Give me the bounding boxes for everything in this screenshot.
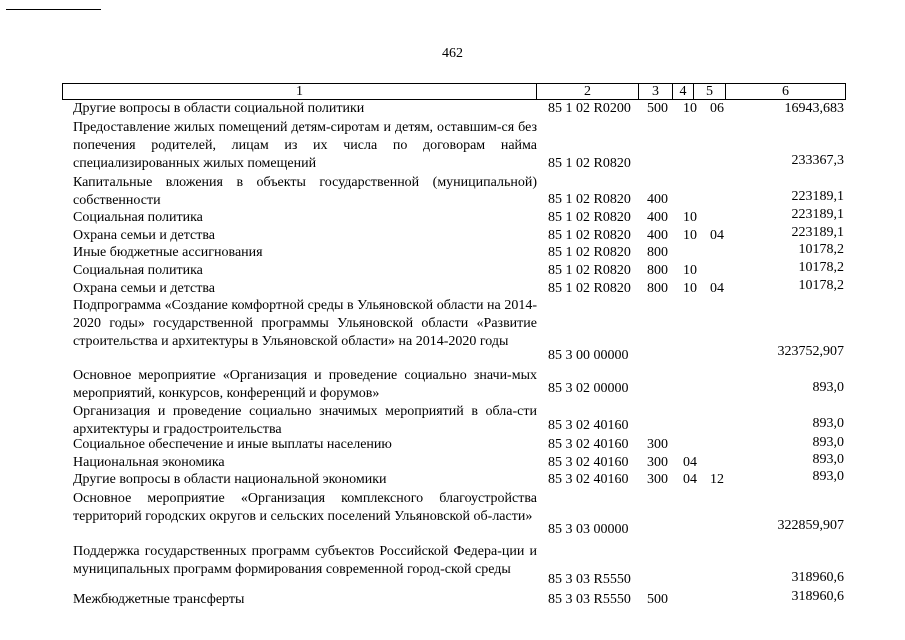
row-description: Социальная политика (73, 210, 203, 225)
row-amount: 223189,1 (791, 225, 844, 240)
row-code: 85 1 02 R0820 (548, 281, 631, 296)
row-amount: 318960,6 (791, 570, 844, 585)
row-code: 85 1 02 R0820 (548, 245, 631, 260)
row-amount: 10178,2 (798, 278, 844, 293)
row-col4: 04 (683, 455, 697, 470)
row-description: Иные бюджетные ассигнования (73, 245, 263, 260)
row-code: 85 3 03 R5550 (548, 572, 631, 587)
row-col5: 04 (710, 228, 724, 243)
header-col-2: 2 (536, 83, 638, 100)
row-col3: 400 (647, 210, 668, 225)
row-amount: 323752,907 (777, 344, 844, 359)
header-col-1: 1 (296, 84, 303, 99)
row-col3: 800 (647, 245, 668, 260)
header-col-5: 5 (693, 83, 725, 100)
row-amount: 893,0 (812, 435, 844, 450)
row-code: 85 3 02 00000 (548, 381, 629, 396)
row-description: Другие вопросы в области социальной политики (73, 101, 365, 116)
row-code: 85 3 02 40160 (548, 437, 629, 452)
row-col3: 400 (647, 192, 668, 207)
row-col3: 500 (647, 592, 668, 607)
row-amount: 223189,1 (791, 207, 844, 222)
row-amount: 893,0 (812, 380, 844, 395)
row-code: 85 1 02 R0820 (548, 210, 631, 225)
row-col5: 12 (710, 472, 724, 487)
row-amount: 233367,3 (791, 153, 844, 168)
row-description: Межбюджетные трансферты (73, 592, 245, 607)
row-code: 85 3 03 R5550 (548, 592, 631, 607)
row-col3: 300 (647, 472, 668, 487)
row-description: Другие вопросы в области национальной экономики (73, 472, 387, 487)
row-amount: 893,0 (812, 452, 844, 467)
row-amount: 223189,1 (791, 189, 844, 204)
row-code: 85 3 03 00000 (548, 522, 629, 537)
header-col-6: 6 (725, 83, 845, 100)
row-col4: 04 (683, 472, 697, 487)
header-col-3: 3 (638, 83, 672, 100)
row-col4: 10 (683, 263, 697, 278)
row-code: 85 1 02 R0820 (548, 228, 631, 243)
row-code: 85 3 02 40160 (548, 455, 629, 470)
row-col4: 10 (683, 281, 697, 296)
row-description: Капитальные вложения в объекты государственной (муниципальной) собственности (73, 175, 537, 208)
row-col4: 10 (683, 101, 697, 116)
row-description: Охрана семьи и детства (73, 228, 215, 243)
page-number: 462 (442, 46, 463, 61)
row-description: Основное мероприятие «Организация комплексного благоустройства территорий городских округов и сельских поселений Ульяновской об-ласти» (73, 491, 537, 524)
row-code: 85 1 02 R0200 (548, 101, 631, 116)
row-description: Социальное обеспечение и иные выплаты населению (73, 437, 392, 452)
header-col-4: 4 (672, 83, 693, 100)
row-description: Основное мероприятие «Организация и проведение социально значи-мых мероприятий, конкурсов, конференций и форумов» (73, 368, 537, 401)
row-col3: 500 (647, 101, 668, 116)
row-col3: 400 (647, 228, 668, 243)
row-description: Охрана семьи и детства (73, 281, 215, 296)
row-description: Предоставление жилых помещений детям-сиротам и детям, оставшим-ся без попечения родителей, лицам из их числа по договорам найма специализированных жилых помещений (73, 120, 537, 171)
row-amount: 893,0 (812, 469, 844, 484)
row-amount: 10178,2 (798, 260, 844, 275)
row-code: 85 3 02 40160 (548, 418, 629, 433)
row-amount: 16943,683 (784, 101, 844, 116)
row-col3: 300 (647, 437, 668, 452)
row-description: Организация и проведение социально значимых мероприятий в обла-сти архитектуры и градостроительства (73, 404, 537, 437)
row-col4: 10 (683, 210, 697, 225)
row-col4: 10 (683, 228, 697, 243)
row-col5: 06 (710, 101, 724, 116)
row-code: 85 1 02 R0820 (548, 263, 631, 278)
row-code: 85 1 02 R0820 (548, 192, 631, 207)
row-amount: 318960,6 (791, 589, 844, 604)
row-code: 85 3 02 40160 (548, 472, 629, 487)
row-col5: 04 (710, 281, 724, 296)
row-description: Социальная политика (73, 263, 203, 278)
row-description: Поддержка государственных программ субъектов Российской Федера-ции и муниципальных программ формирования современной город-ской среды (73, 544, 537, 577)
row-amount: 10178,2 (798, 242, 844, 257)
row-code: 85 3 00 00000 (548, 348, 629, 363)
row-amount: 322859,907 (777, 518, 844, 533)
row-description: Подпрограмма «Создание комфортной среды в Ульяновской области на 2014-2020 годы» государственной программы Ульяновской области «Развитие строительства и архитектуры в Ульяновской области» на 2014-2020 годы (73, 298, 537, 349)
row-description: Национальная экономика (73, 455, 225, 470)
row-col3: 800 (647, 281, 668, 296)
row-code: 85 1 02 R0820 (548, 156, 631, 171)
row-col3: 800 (647, 263, 668, 278)
row-amount: 893,0 (812, 416, 844, 431)
row-col3: 300 (647, 455, 668, 470)
